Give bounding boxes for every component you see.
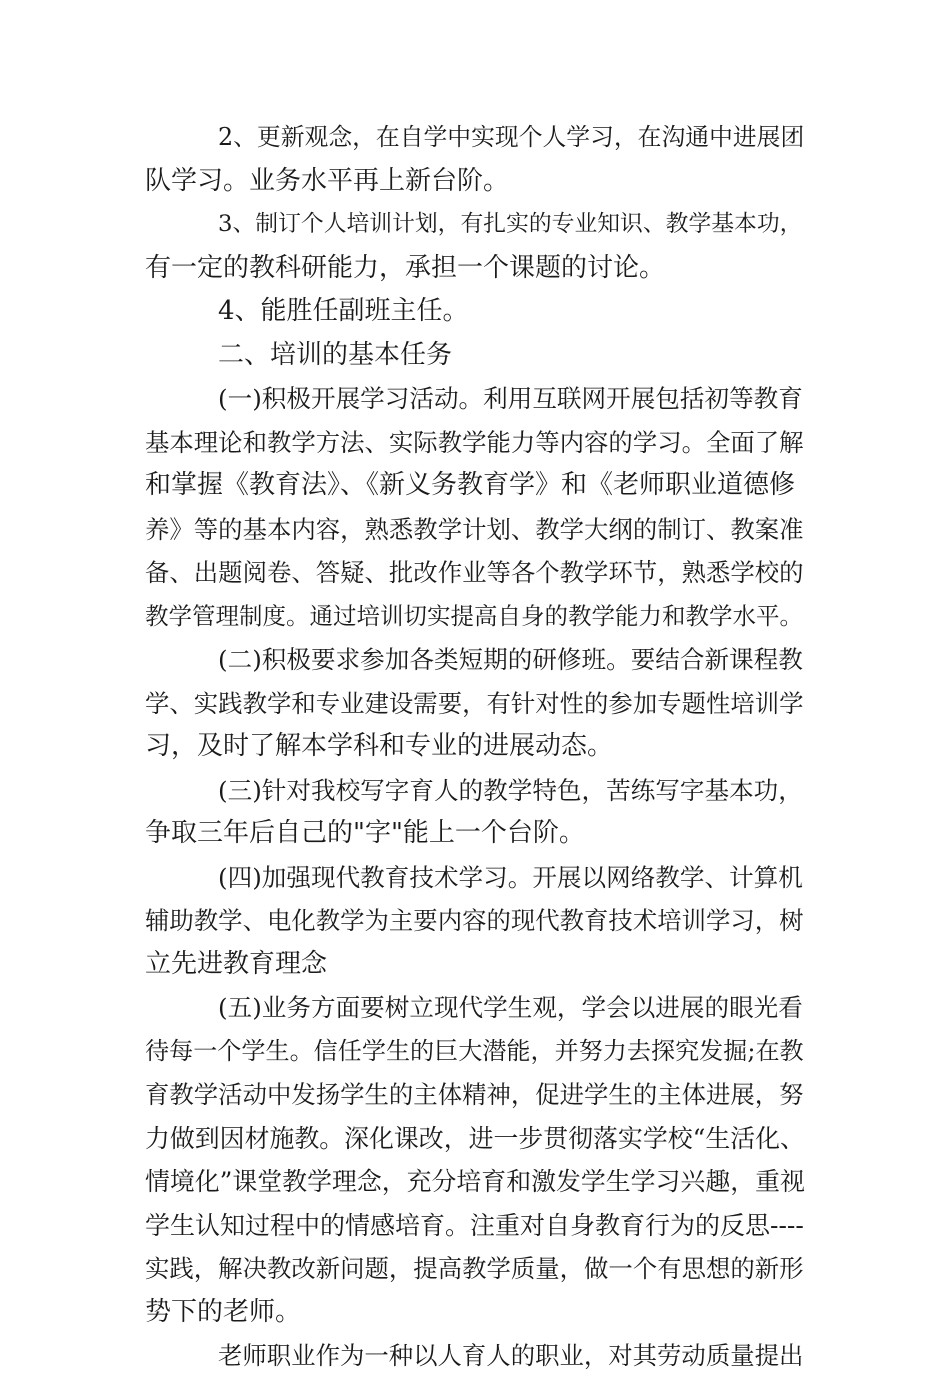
paragraph-line: 和掌握《教育法》、《新义务教育学》和《老师职业道德修 xyxy=(145,470,796,500)
paragraph-line: 争取三年后自己的"字"能上一个台阶。 xyxy=(145,818,585,848)
paragraph-line: 力做到因材施教。深化课改，进一步贯彻落实学校“生活化、 xyxy=(145,1123,805,1153)
paragraph-first-line: (四)加强现代教育技术学习。开展以网络教学、计算机 xyxy=(218,862,803,892)
paragraph-first-line: (五)业务方面要树立现代学生观，学会以进展的眼光看 xyxy=(218,993,803,1022)
paragraph-line: 有一定的教科研能力，承担一个课题的讨论。 xyxy=(145,252,666,283)
paragraph-line: 教学管理制度。通过培训切实提高自身的教学能力和教学水平。 xyxy=(145,601,803,630)
paragraph-first-line: (一)积极开展学习活动。利用互联网开展包括初等教育 xyxy=(218,384,803,413)
paragraph-line: 习，及时了解本学科和专业的进展动态。 xyxy=(145,731,614,761)
paragraph-line: 备、出题阅卷、答疑、批改作业等各个教学环节，熟悉学校的 xyxy=(145,558,804,587)
paragraph-line: 实践，解决教改新问题，提高教学质量，做一个有思想的新形 xyxy=(145,1254,804,1283)
paragraph-line: 立先进教育理念 xyxy=(145,948,328,979)
paragraph-line: 势下的老师。 xyxy=(145,1296,302,1327)
paragraph-line: 学、实践教学和专业建设需要，有针对性的参加专题性培训学 xyxy=(145,688,804,718)
paragraph-first-line: 4、能胜任副班主任。 xyxy=(218,296,469,326)
paragraph-line: 队学习。业务水平再上新台阶。 xyxy=(145,165,510,196)
paragraph-first-line: 2、更新观念，在自学中实现个人学习，在沟通中进展团 xyxy=(218,123,805,151)
paragraph-line: 情境化”课堂教学理念，充分培育和激发学生学习兴趣，重视 xyxy=(145,1167,805,1196)
paragraph-line: 育教学活动中发扬学生的主体精神，促进学生的主体进展，努 xyxy=(145,1080,804,1109)
paragraph-line: 学生认知过程中的情感培育。注重对自身教育行为的反思---- xyxy=(145,1210,804,1240)
paragraph-line: 辅助教学、电化教学为主要内容的现代教育技术培训学习，树 xyxy=(145,906,804,935)
paragraph-first-line: 老师职业作为一种以人育人的职业，对其劳动质量提出 xyxy=(218,1341,804,1370)
paragraph-first-line: 二、培训的基本任务 xyxy=(218,339,453,370)
paragraph-first-line: (三)针对我校写字育人的教学特色，苦练写字基本功， xyxy=(218,775,803,805)
document-body xyxy=(145,116,805,1378)
paragraph-line: 养》等的基本内容，熟悉教学计划、教学大纲的制订、教案准 xyxy=(145,514,804,544)
paragraph-first-line: (二)积极要求参加各类短期的研修班。要结合新课程教 xyxy=(218,645,803,674)
paragraph-line: 待每一个学生。信任学生的巨大潜能，并努力去探究发掘;在教 xyxy=(145,1036,804,1065)
paragraph-first-line: 3、制订个人培训计划，有扎实的专业知识、教学基本功， xyxy=(218,211,803,237)
paragraph-line: 基本理论和教学方法、实际教学能力等内容的学习。全面了解 xyxy=(145,427,804,457)
